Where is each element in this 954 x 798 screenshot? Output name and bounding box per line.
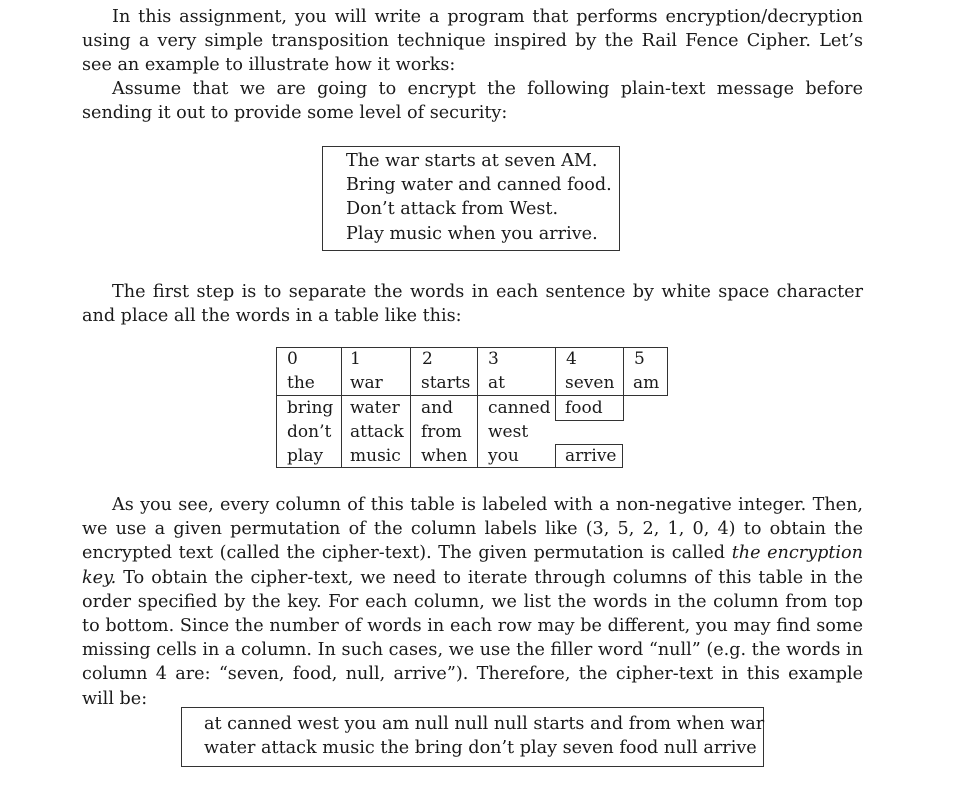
table-cell: seven [565,373,615,393]
message-line: Bring water and canned food. [346,175,612,196]
table-border [276,347,277,468]
cipher-line: water attack music the bring don’t play seven food null arrive [204,738,757,759]
table-cell: the [287,373,315,393]
first-step-paragraph: The first step is to separate the words in each sentence by white space character and place all the words in a table like this: [82,282,863,327]
table-border [555,347,556,420]
table-cell: play [287,446,324,466]
table-cell: west [488,422,529,442]
message-line: Don’t attack from West. [346,199,559,220]
table-border [341,347,342,468]
table-cell: don’t [287,422,332,442]
plaintext-message-box [322,146,620,251]
table-cell: and [421,398,453,418]
table-border [410,347,411,468]
assumption-paragraph: Assume that we are going to encrypt the following plain-text message before sending it out to provide some level of security: [82,79,863,124]
intro-paragraph: In this assignment, you will write a program that performs encryption/decryption using a very simple transposition technique inspired by the Rail Fence Cipher. Let’s see an example to illustrate how it works: [82,7,863,76]
table-border [555,420,624,421]
table-header-cell: 2 [422,349,433,369]
ciphertext-box [181,707,764,767]
message-line: Play music when you arrive. [346,223,598,244]
table-border [555,444,623,445]
table-border [667,347,668,395]
table-cell: arrive [565,446,617,466]
table-border [477,347,478,468]
table-cell: bring [287,398,334,418]
table-cell: attack [350,422,404,442]
table-border [276,395,668,396]
table-cell: food [565,398,603,418]
table-header-cell: 0 [287,349,298,369]
table-border [276,347,668,348]
table-cell: war [350,373,383,393]
table-border [623,347,624,420]
table-cell: canned [488,398,551,418]
explanation-paragraph: As you see, every column of this table is labeled with a non-negative integer. Then, we use a given permutation of the column labels like (3, 5, 2, 1, 0, 4) to obtain the encrypted text (called the cipher-text). The given permutation is called the encryption key. To obtain the cipher-text, we need to iterate through columns of this table in the order specified by the key. For each column, we list the words in the column from top to bottom. Since the number of words in each row may be different, you may find some missing cells in a column. In such cases, we use the filler word “null” (e.g. the words in column 4 are: “seven, food, null, arrive”). Therefore, the cipher-text in this example will be: [82,495,863,709]
table-cell: starts [421,373,471,393]
table-border [276,467,623,468]
cipher-line: at canned west you am null null null starts and from when war [204,714,765,734]
table-cell: water [350,398,400,418]
table-cell: you [488,446,519,466]
message-line: The war starts at seven AM. [346,151,598,171]
table-header-cell: 5 [634,349,645,369]
table-header-cell: 4 [566,349,577,369]
table-header-cell: 3 [488,349,499,369]
table-header-cell: 1 [350,349,361,369]
emphasis-encryption-key: the encryption key. [82,543,863,588]
table-border [622,444,623,468]
table-cell: from [421,422,462,442]
table-cell: am [633,373,660,393]
table-cell: music [350,446,401,466]
table-cell: when [421,446,468,466]
table-border [555,444,556,468]
table-cell: at [488,373,505,393]
